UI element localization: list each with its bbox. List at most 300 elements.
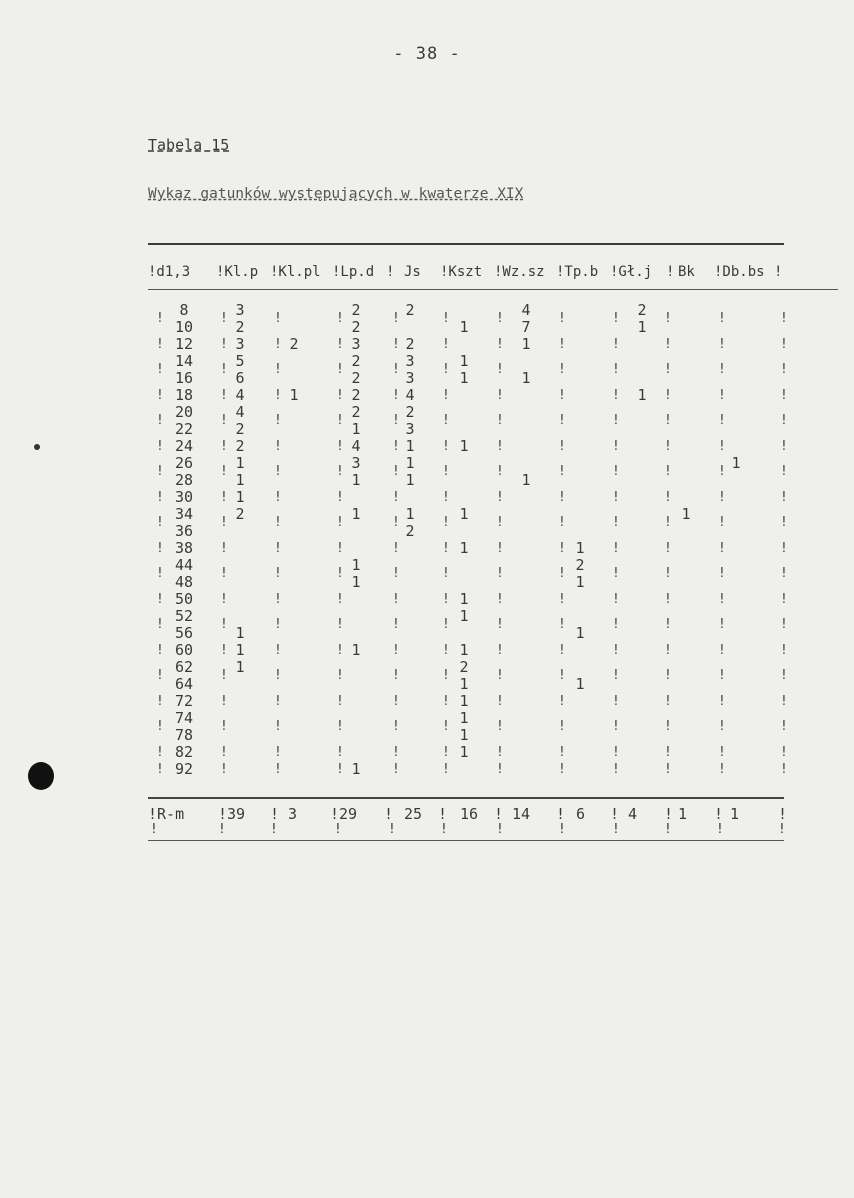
cell-value: 4: [235, 386, 245, 404]
table-row: [148, 608, 788, 642]
column-separator: !: [780, 617, 788, 632]
cell-value: 2: [459, 658, 469, 676]
cell-value: 2: [351, 318, 361, 336]
column-separator: !: [274, 617, 282, 632]
cell-value: 1: [405, 505, 415, 523]
cell-value: 4: [405, 386, 415, 404]
column-separator: !: [718, 694, 726, 709]
cell-value: 1: [235, 488, 245, 506]
column-separator: !: [336, 311, 344, 326]
column-separator: !: [780, 515, 788, 530]
column-separator: !: [496, 719, 504, 734]
table-row: [148, 540, 788, 557]
column-header: !Wz.sz: [494, 264, 545, 280]
table-row: [148, 591, 788, 608]
cell-value: 2: [405, 403, 415, 421]
column-separator: !: [718, 515, 726, 530]
cell-value: 1: [637, 318, 647, 336]
column-separator: !: [392, 311, 400, 326]
column-separator: !: [220, 311, 228, 326]
column-separator: !: [558, 413, 566, 428]
cell-value: 1: [575, 675, 585, 693]
diameter-label: 82: [174, 743, 194, 761]
cell-value: 1: [521, 369, 531, 387]
column-separator: !: [718, 490, 726, 505]
column-separator: !: [780, 566, 788, 581]
column-separator: !: [220, 643, 228, 658]
column-separator: !: [664, 617, 672, 632]
column-separator: !: [612, 388, 620, 403]
column-separator: !: [392, 592, 400, 607]
column-separator: !: [336, 413, 344, 428]
column-separator: !: [442, 719, 450, 734]
column-separator: !: [220, 337, 228, 352]
column-separator: !: [780, 541, 788, 556]
diameter-label: 48: [174, 573, 194, 591]
column-separator: !: [664, 362, 672, 377]
column-separator: !: [156, 617, 164, 632]
cell-value: 1: [459, 437, 469, 455]
column-separator: !: [392, 337, 400, 352]
column-separator: !: [612, 362, 620, 377]
column-separator: !: [664, 464, 672, 479]
cell-value: 1: [521, 335, 531, 353]
column-separator: !: [558, 745, 566, 760]
column-separator: !: [336, 617, 344, 632]
diameter-label: 34: [174, 505, 194, 523]
column-separator: !: [392, 388, 400, 403]
cell-value: 1: [637, 386, 647, 404]
column-separator: !: [558, 464, 566, 479]
cell-value: 1: [351, 573, 361, 591]
column-separator: !: [336, 541, 344, 556]
column-separator: !: [150, 822, 158, 837]
column-separator: !: [220, 490, 228, 505]
column-separator: !: [718, 388, 726, 403]
diameter-label: 50: [174, 590, 194, 608]
column-separator: !: [156, 464, 164, 479]
cell-value: 2: [637, 301, 647, 319]
table-row: [148, 506, 788, 540]
column-separator: !: [442, 464, 450, 479]
column-separator: !: [664, 668, 672, 683]
column-separator: !: [612, 694, 620, 709]
cell-value: 1: [235, 658, 245, 676]
column-separator: !: [220, 439, 228, 454]
table-row: [148, 659, 788, 693]
column-separator: !: [612, 822, 620, 837]
column-separator: !: [156, 413, 164, 428]
column-separator: !: [780, 592, 788, 607]
column-header: !Kszt: [440, 264, 483, 280]
cell-value: 1: [289, 386, 299, 404]
column-separator: !: [612, 541, 620, 556]
column-separator: !: [220, 762, 228, 777]
column-separator: !: [718, 311, 726, 326]
column-separator: !: [558, 388, 566, 403]
cell-value: 3: [405, 420, 415, 438]
bottom-rule: [148, 797, 784, 801]
table-row: [148, 455, 788, 489]
column-separator: !: [496, 822, 504, 837]
column-separator: !: [664, 413, 672, 428]
column-separator: !: [274, 694, 282, 709]
column-separator: !: [718, 592, 726, 607]
column-separator: !: [156, 388, 164, 403]
column-separator: !: [442, 388, 450, 403]
cell-value: 1: [459, 743, 469, 761]
cell-value: 2: [351, 403, 361, 421]
column-separator: !: [780, 464, 788, 479]
column-separator: !: [336, 694, 344, 709]
column-separator: !: [612, 337, 620, 352]
cell-value: 2: [351, 369, 361, 387]
column-separator: !: [440, 822, 448, 837]
column-header: !: [774, 264, 783, 280]
total-value: 3: [288, 805, 298, 823]
cell-value: 2: [351, 352, 361, 370]
column-separator: !: [336, 388, 344, 403]
cell-value: 1: [351, 556, 361, 574]
cell-value: 1: [575, 573, 585, 591]
column-separator: !: [780, 490, 788, 505]
column-separator: !: [558, 541, 566, 556]
cell-value: 1: [459, 692, 469, 710]
diameter-label: 8: [179, 301, 189, 319]
column-separator: !: [664, 822, 672, 837]
column-separator: !: [220, 668, 228, 683]
cell-value: 1: [351, 420, 361, 438]
column-separator: !: [496, 762, 504, 777]
column-separator: !: [438, 805, 448, 823]
cell-value: 1: [459, 641, 469, 659]
column-separator: !: [274, 311, 282, 326]
column-separator: !: [156, 694, 164, 709]
column-separator: !: [610, 805, 620, 823]
cell-value: 2: [351, 301, 361, 319]
column-separator: !: [388, 822, 396, 837]
column-separator: !: [496, 566, 504, 581]
column-separator: !: [780, 362, 788, 377]
column-separator: !: [496, 592, 504, 607]
table-row: [148, 353, 788, 387]
column-separator: !: [780, 745, 788, 760]
total-value: 6: [576, 805, 586, 823]
column-separator: !: [442, 490, 450, 505]
cell-value: 1: [459, 709, 469, 727]
column-separator: !: [558, 515, 566, 530]
totals-label: !R-m: [148, 805, 185, 823]
table-row: [148, 744, 788, 761]
cell-value: 2: [575, 556, 585, 574]
column-separator: !: [664, 694, 672, 709]
ink-mark: [34, 444, 40, 450]
column-separator: !: [392, 643, 400, 658]
top-rule: [148, 243, 784, 245]
column-separator: !: [780, 643, 788, 658]
column-separator: !: [664, 311, 672, 326]
column-separator: !: [156, 643, 164, 658]
column-separator: !: [664, 805, 674, 823]
cell-value: 1: [235, 641, 245, 659]
table-row: [148, 693, 788, 710]
column-separator: !: [274, 745, 282, 760]
column-separator: !: [392, 362, 400, 377]
cell-value: 1: [459, 505, 469, 523]
column-separator: !: [664, 745, 672, 760]
cell-value: 1: [459, 607, 469, 625]
column-separator: !: [392, 745, 400, 760]
column-separator: !: [274, 668, 282, 683]
cell-value: 2: [235, 318, 245, 336]
column-separator: !: [220, 464, 228, 479]
column-separator: !: [558, 592, 566, 607]
column-separator: !: [716, 822, 724, 837]
column-separator: !: [718, 566, 726, 581]
diameter-label: 52: [174, 607, 194, 625]
column-separator: !: [612, 643, 620, 658]
column-separator: !: [718, 413, 726, 428]
column-separator: !: [274, 515, 282, 530]
cell-value: 1: [235, 624, 245, 642]
diameter-label: 92: [174, 760, 194, 778]
column-separator: !: [392, 413, 400, 428]
column-separator: !: [780, 668, 788, 683]
table-row: [148, 557, 788, 591]
column-separator: !: [558, 694, 566, 709]
column-separator: !: [718, 617, 726, 632]
column-separator: !: [392, 719, 400, 734]
column-separator: !: [442, 566, 450, 581]
totals-row: [148, 805, 788, 841]
cell-value: 2: [405, 522, 415, 540]
cell-value: 2: [235, 437, 245, 455]
column-header: Js: [404, 264, 421, 280]
column-header: Bk: [678, 264, 695, 280]
column-separator: !: [336, 515, 344, 530]
column-separator: !: [274, 413, 282, 428]
column-separator: !: [220, 592, 228, 607]
column-separator: !: [612, 617, 620, 632]
column-header: !d1,3: [148, 264, 191, 280]
column-separator: !: [274, 719, 282, 734]
column-separator: !: [780, 311, 788, 326]
cell-value: 1: [351, 505, 361, 523]
column-separator: !: [780, 694, 788, 709]
column-separator: !: [664, 719, 672, 734]
column-separator: !: [392, 515, 400, 530]
column-separator: !: [336, 337, 344, 352]
column-separator: !: [496, 337, 504, 352]
column-separator: !: [718, 541, 726, 556]
column-separator: !: [392, 566, 400, 581]
cell-value: 6: [235, 369, 245, 387]
cell-value: 2: [289, 335, 299, 353]
column-separator: !: [442, 668, 450, 683]
table-row: [148, 336, 788, 353]
column-separator: !: [442, 362, 450, 377]
column-separator: !: [442, 592, 450, 607]
column-separator: !: [496, 694, 504, 709]
column-separator: !: [336, 643, 344, 658]
column-separator: !: [664, 388, 672, 403]
column-separator: !: [496, 362, 504, 377]
column-separator: !: [718, 464, 726, 479]
column-separator: !: [220, 745, 228, 760]
column-separator: !: [558, 311, 566, 326]
column-separator: !: [220, 413, 228, 428]
column-separator: !: [780, 337, 788, 352]
column-separator: !: [442, 694, 450, 709]
table-title: Tabela 15: [148, 136, 230, 154]
diameter-label: 22: [174, 420, 194, 438]
diameter-label: 78: [174, 726, 194, 744]
column-separator: !: [156, 719, 164, 734]
table-header: [148, 264, 788, 286]
column-separator: !: [612, 668, 620, 683]
table-row: [148, 489, 788, 506]
cell-value: 1: [405, 471, 415, 489]
column-separator: !: [496, 439, 504, 454]
column-separator: !: [664, 515, 672, 530]
cell-value: 3: [235, 335, 245, 353]
table-row: [148, 387, 788, 404]
cell-value: 3: [235, 301, 245, 319]
column-separator: !: [336, 362, 344, 377]
column-separator: !: [218, 822, 226, 837]
cell-value: 2: [235, 420, 245, 438]
column-separator: !: [270, 805, 280, 823]
column-separator: !: [718, 668, 726, 683]
column-separator: !: [718, 762, 726, 777]
diameter-label: 74: [174, 709, 194, 727]
column-separator: !: [442, 311, 450, 326]
column-separator: !: [442, 337, 450, 352]
column-separator: !: [442, 515, 450, 530]
column-separator: !: [220, 362, 228, 377]
column-separator: !: [336, 745, 344, 760]
total-value: 16: [460, 805, 479, 823]
column-separator: !: [612, 515, 620, 530]
column-separator: !: [664, 541, 672, 556]
diameter-label: 10: [174, 318, 194, 336]
cell-value: 4: [235, 403, 245, 421]
column-separator: !: [392, 490, 400, 505]
column-separator: !: [780, 413, 788, 428]
column-separator: !: [156, 745, 164, 760]
cell-value: 1: [351, 760, 361, 778]
cell-value: 5: [235, 352, 245, 370]
column-separator: !: [496, 643, 504, 658]
column-separator: !: [442, 745, 450, 760]
header-rule: [148, 289, 838, 290]
column-separator: !: [664, 439, 672, 454]
column-separator: !: [270, 822, 278, 837]
column-separator: !: [442, 617, 450, 632]
cell-value: 1: [731, 454, 741, 472]
diameter-label: 30: [174, 488, 194, 506]
column-separator: !: [156, 337, 164, 352]
column-separator: !: [496, 617, 504, 632]
table-row: [148, 404, 788, 438]
cell-value: 1: [459, 539, 469, 557]
column-separator: !: [494, 805, 504, 823]
diameter-label: 14: [174, 352, 194, 370]
total-value: 14: [512, 805, 531, 823]
cell-value: 1: [459, 352, 469, 370]
column-separator: !: [558, 362, 566, 377]
diameter-label: 44: [174, 556, 194, 574]
cell-value: 3: [405, 369, 415, 387]
column-separator: !: [612, 490, 620, 505]
column-separator: !: [558, 668, 566, 683]
column-separator: !: [612, 566, 620, 581]
column-separator: !: [612, 745, 620, 760]
column-separator: !: [612, 413, 620, 428]
column-separator: !: [334, 822, 342, 837]
column-separator: !: [558, 719, 566, 734]
column-separator: !: [274, 643, 282, 658]
column-separator: !: [496, 745, 504, 760]
column-separator: !: [714, 805, 724, 823]
column-separator: !: [612, 464, 620, 479]
diameter-label: 60: [174, 641, 194, 659]
column-separator: !: [220, 388, 228, 403]
cell-value: 1: [459, 369, 469, 387]
column-separator: !: [156, 592, 164, 607]
cell-value: 2: [351, 386, 361, 404]
column-separator: !: [274, 388, 282, 403]
column-separator: !: [274, 439, 282, 454]
column-separator: !: [156, 762, 164, 777]
column-separator: !: [664, 643, 672, 658]
total-value: 1: [678, 805, 688, 823]
diameter-label: 28: [174, 471, 194, 489]
column-separator: !: [496, 668, 504, 683]
diameter-label: 24: [174, 437, 194, 455]
table-row: [148, 438, 788, 455]
column-separator: !: [220, 617, 228, 632]
column-separator: !: [220, 694, 228, 709]
column-separator: !: [336, 592, 344, 607]
column-separator: !: [558, 617, 566, 632]
cell-value: 3: [405, 352, 415, 370]
cell-value: 1: [681, 505, 691, 523]
column-separator: !: [496, 413, 504, 428]
column-separator: !: [718, 719, 726, 734]
column-separator: !: [558, 643, 566, 658]
column-separator: !: [664, 566, 672, 581]
column-separator: !: [220, 541, 228, 556]
column-header: !: [386, 264, 395, 280]
cell-value: 1: [575, 539, 585, 557]
cell-value: 1: [521, 471, 531, 489]
table-caption: Wykaz gatunków występujących w kwaterze XIX: [148, 186, 524, 202]
column-separator: !: [612, 762, 620, 777]
column-separator: !: [612, 719, 620, 734]
column-separator: !: [336, 668, 344, 683]
cell-value: 3: [351, 335, 361, 353]
ink-blot: [28, 762, 54, 790]
column-separator: !: [392, 617, 400, 632]
cell-value: 1: [459, 675, 469, 693]
column-separator: !: [220, 719, 228, 734]
cell-value: 2: [405, 335, 415, 353]
table-row: [148, 302, 788, 336]
diameter-label: 62: [174, 658, 194, 676]
total-value: !39: [218, 805, 246, 823]
column-separator: !: [274, 592, 282, 607]
